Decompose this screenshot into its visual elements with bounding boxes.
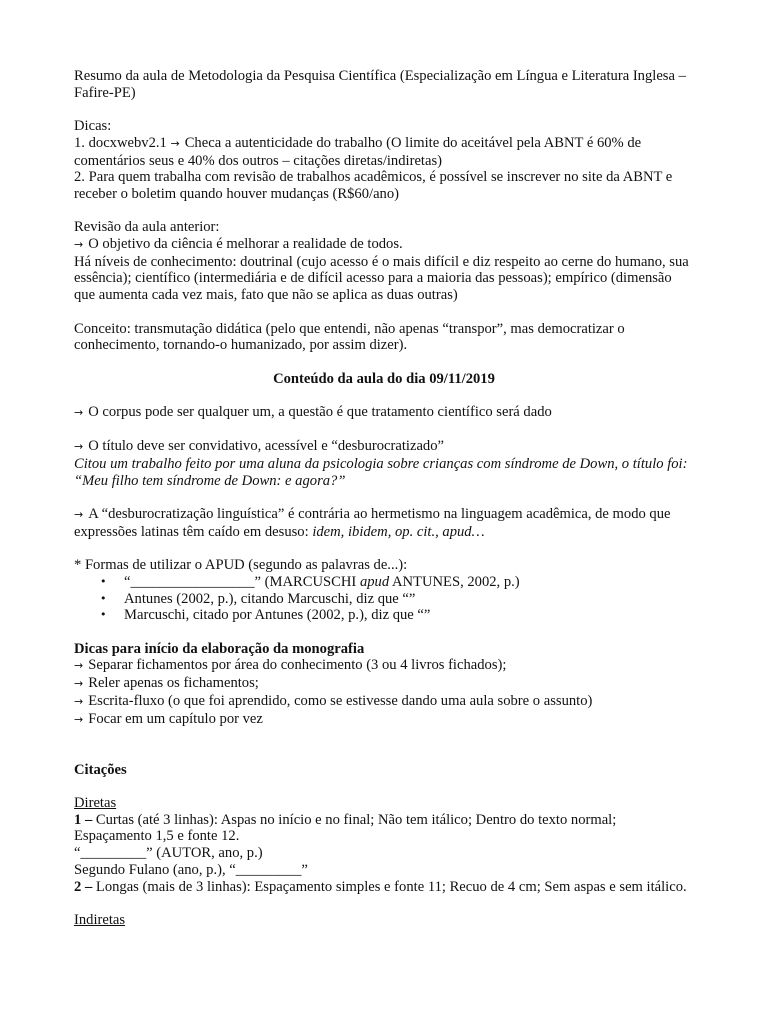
citacoes-exemplo-1: “_________” (AUTOR, ano, p.) (74, 845, 263, 862)
dicas-item-1-prefix: 1. docxwebv2.1 (74, 134, 167, 151)
diretas-heading: Diretas (74, 795, 117, 812)
conteudo-corpus-text: O corpus pode ser qualquer um, a questão é que tratamento científico será dado (88, 403, 552, 420)
bullet-icon: • (100, 574, 107, 588)
curtas-number: 1 – (74, 811, 93, 828)
monografia-item (74, 675, 694, 693)
monografia-item-text: Reler apenas os fichamentos; (88, 675, 259, 692)
monografia-item (74, 711, 694, 729)
apud-list-item (100, 607, 694, 624)
citacoes-curtas (74, 812, 694, 845)
bullet-icon: • (100, 591, 107, 605)
revisao-heading: Revisão da aula anterior: (74, 219, 220, 236)
conteudo-titulo (74, 438, 694, 456)
arrow-icon: → (74, 440, 84, 454)
arrow-icon: → (74, 694, 84, 708)
citacoes-heading: Citações (74, 761, 127, 778)
bullet-icon: • (100, 608, 107, 622)
curtas-text: Curtas (até 3 linhas): Aspas no início e no final; Não tem itálico; Dentro do texto normal; Espaçamento 1,5 e fonte 12. (74, 811, 617, 845)
apud-list-item (100, 591, 694, 608)
apud-bullet-1-b: ANTUNES, 2002, p.) (389, 573, 520, 590)
longas-number: 2 – (74, 878, 93, 895)
monografia-item-text: Escrita-fluxo (o que foi aprendido, como se estivesse dando uma aula sobre o assunto) (88, 692, 593, 709)
conteudo-heading: Conteúdo da aula do dia 09/11/2019 (273, 370, 495, 387)
citacoes-longas (74, 879, 694, 896)
monografia-item-text: Focar em um capítulo por vez (88, 710, 263, 727)
dicas-item-2: 2. Para quem trabalha com revisão de trabalhos acadêmicos, é possível se inscrever no site da ABNT e receber o boletim quando houver mudanças (R$60/ano) (74, 169, 673, 202)
apud-bullet-1-apud: apud (359, 573, 390, 590)
arrow-icon: → (74, 712, 84, 726)
arrow-icon: → (74, 238, 84, 251)
arrow-icon: → (74, 405, 84, 419)
citacoes-exemplo-2: Segundo Fulano (ano, p.), “_________” (74, 861, 308, 878)
conteudo-titulo-text: O título deve ser convidativo, acessível e “desburocratizado” (88, 438, 445, 455)
revisao-niveis: Há níveis de conhecimento: doutrinal (cujo acesso é o mais difícil e diz respeito ao cerne do humano, sua essência); científico (intermediária e de difícil acesso para a maioria das pessoas); empírico (dimensão que aumenta cada vez mais, fato que não se aplica as duas outras) (74, 253, 689, 304)
document-page (74, 68, 694, 929)
apud-bullet-2: Antunes (2002, p.), citando Marcuschi, diz que “” (124, 590, 416, 607)
apud-list-item (100, 574, 694, 591)
dicas-item-1-text: Checa a autenticidade do trabalho (O limite do aceitável pela ABNT é 60% de comentários seus e 40% dos outros – citações diretas/indiretas) (74, 134, 642, 169)
arrow-icon: → (74, 659, 84, 673)
monografia-item-text: Separar fichamentos por área do conhecimento (3 ou 4 livros fichados); (88, 657, 507, 674)
arrow-icon: → (74, 508, 84, 522)
conceito-paragraph: Conceito: transmutação didática (pelo que entendi, não apenas “transpor”, mas democratizar o conhecimento, tornando-o humanizado, por assim dizer). (74, 320, 625, 354)
arrow-icon: → (170, 136, 180, 150)
document-title: Resumo da aula de Metodologia da Pesquisa Científica (Especialização em Língua e Literatura Inglesa – Fafire-PE) (74, 68, 686, 101)
conteudo-citou: Citou um trabalho feito por uma aluna da psicologia sobre crianças com síndrome de Down, o título foi: “Meu filho tem síndrome de Down: e agora?” (74, 456, 688, 489)
dicas-heading: Dicas: (74, 118, 112, 135)
apud-list (74, 574, 694, 624)
conteudo-desburocratizacao-text: A “desburocratização linguística” é contrária ao hermetismo na linguagem acadêmica, de modo que expressões latinas têm caído em desuso: (74, 506, 671, 540)
monografia-heading: Dicas para início da elaboração da monografia (74, 640, 365, 657)
conteudo-latin: idem, ibidem, op. cit., apud… (312, 523, 485, 540)
apud-bullet-3: Marcuschi, citado por Antunes (2002, p.), diz que “” (124, 607, 431, 624)
monografia-item (74, 693, 694, 711)
conteudo-corpus (74, 404, 694, 422)
arrow-icon: → (74, 677, 84, 691)
apud-heading: * Formas de utilizar o APUD (segundo as palavras de...): (74, 557, 408, 574)
revisao-arrow-line (74, 236, 694, 254)
revisao-arrow-text: O objetivo da ciência é melhorar a realidade de todos. (88, 236, 403, 252)
longas-text: Longas (mais de 3 linhas): Espaçamento simples e fonte 11; Recuo de 4 cm; Sem aspas e sem itálico. (92, 878, 687, 895)
indiretas-heading: Indiretas (74, 911, 126, 928)
dicas-item-1 (74, 135, 694, 169)
conteudo-desburocratizacao (74, 506, 694, 540)
monografia-item (74, 657, 694, 675)
apud-bullet-1-a: “_________________” (MARCUSCHI (124, 573, 360, 590)
